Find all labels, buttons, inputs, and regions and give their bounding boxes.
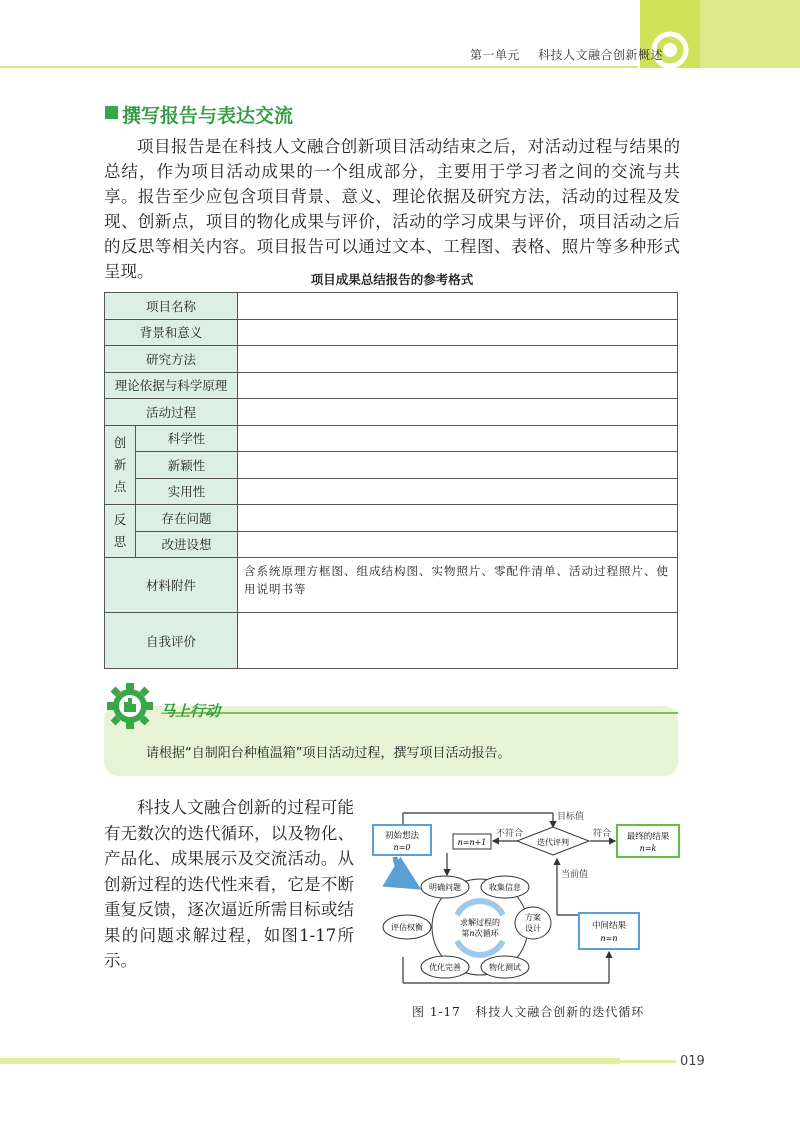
- table-row: [105, 399, 678, 426]
- row-value: [238, 478, 678, 505]
- node-design: [515, 907, 551, 939]
- table-row: [105, 425, 678, 452]
- section-title: 撰写报告与表达交流: [122, 105, 294, 127]
- table-row: [105, 452, 678, 479]
- node-define-problem-label: 明确问题: [429, 883, 461, 892]
- action-text: 请根据“自制阳台种植温箱”项目活动过程，撰写项目活动报告。: [146, 746, 511, 761]
- running-header: [470, 46, 663, 63]
- label-not-match: 不符合: [496, 829, 524, 839]
- table-row: [105, 505, 678, 532]
- row-value: [238, 452, 678, 479]
- header-unit: 第一单元: [470, 48, 521, 62]
- inner-cycle-arrow: [457, 901, 503, 915]
- row-label: 自我评价: [105, 613, 238, 669]
- footer-rule: [0, 1058, 620, 1064]
- table-row: [105, 531, 678, 558]
- table-title: 项目成果总结报告的参考格式: [310, 272, 474, 287]
- inner-cycle-arrow: [457, 941, 503, 955]
- materials-value: 含系统原理方框图、组成结构图、实物照片、零配件清单、活动过程照片、使用说明书等: [238, 558, 678, 613]
- header-color-block-light: [700, 0, 800, 68]
- label-match: 符合: [593, 829, 612, 839]
- action-rule: [168, 712, 678, 714]
- node-design-label-1: 方案: [525, 913, 541, 922]
- node-evaluate-label: 评估权衡: [391, 923, 423, 932]
- final-result-n: n=k: [639, 844, 657, 853]
- table-row: [105, 478, 678, 505]
- row-label: 新颖性: [136, 452, 238, 479]
- node-design-label-2: 设计: [525, 924, 541, 933]
- table-row: [105, 372, 678, 399]
- table-row: [105, 319, 678, 346]
- row-label: 背景和意义: [105, 319, 238, 346]
- start-arrow: [395, 857, 417, 887]
- row-value: [238, 425, 678, 452]
- intermediate-result-n: n=n: [600, 934, 618, 943]
- row-value: [238, 346, 678, 373]
- figure-caption: [412, 1003, 644, 1020]
- initial-idea-n: n=0: [393, 843, 411, 852]
- increment-label: n=n+1: [457, 838, 487, 847]
- action-title: 马上行动: [160, 702, 221, 720]
- report-format-table: [104, 292, 678, 669]
- judge-label: 迭代评判: [537, 838, 569, 847]
- center-text-2: 第n次循环: [461, 929, 499, 938]
- row-label: 改进设想: [136, 531, 238, 558]
- row-value: [238, 319, 678, 346]
- final-result-label: 最终的结果: [626, 832, 670, 842]
- label-target: 目标值: [557, 812, 585, 822]
- row-label: 理论依据与科学原理: [105, 372, 238, 399]
- section-paragraph: 项目报告是在科技人文融合创新项目活动结束之后，对活动过程与结果的总结，作为项目活动成果的一个组成部分，主要用于学习者之间的交流与共享。报告至少应包含项目背景、意义、理论依据及研究方法，活动的过程及发现、创新点，项目的物化成果与评价，活动的学习成果与评价，项目活动之后的反思等相关内容。项目报告可以通过文本、工程图、表格、照片等多种形式呈现。: [104, 137, 680, 281]
- row-label: 项目名称: [105, 293, 238, 320]
- iteration-cycle-diagram: [365, 805, 685, 1000]
- table-row: [105, 613, 678, 669]
- row-value: [238, 293, 678, 320]
- row-label: 科学性: [136, 425, 238, 452]
- row-value: [238, 505, 678, 532]
- row-label: 实用性: [136, 478, 238, 505]
- initial-idea-label: 初始想法: [384, 831, 420, 841]
- row-label: 活动过程: [105, 399, 238, 426]
- reflection-group-label: [105, 505, 136, 558]
- row-value: [238, 531, 678, 558]
- table-row: [105, 293, 678, 320]
- table-row: [105, 346, 678, 373]
- section-marker-icon: [105, 106, 118, 119]
- center-text-1: 求解过程的: [460, 918, 500, 927]
- reflection-group-text: 反思: [113, 512, 127, 549]
- footer-rule-thin: [620, 1060, 676, 1063]
- row-value: [238, 372, 678, 399]
- row-label: 研究方法: [105, 346, 238, 373]
- row-label: 材料附件: [105, 558, 238, 613]
- node-test-label: 物化测试: [489, 963, 521, 972]
- table-row: [105, 558, 678, 613]
- row-label: 存在问题: [136, 505, 238, 532]
- node-optimize-label: 优化完善: [429, 963, 461, 972]
- header-rule: [0, 66, 638, 68]
- caption-number: 图 1-17: [412, 1005, 461, 1019]
- row-value: [238, 399, 678, 426]
- intermediate-result-box: [579, 913, 639, 949]
- innovation-group-label: [105, 425, 136, 505]
- page-number: 019: [680, 1054, 705, 1069]
- side-paragraph: 科技人文融合创新的过程可能有无数次的迭代循环，以及物化、产品化、成果展示及交流活动。从创新过程的迭代性来看，它是不断重复反馈，逐次逼近所需目标或结果的问题求解过程，如图1-17所示。: [104, 798, 354, 970]
- gear-hand-icon: [104, 680, 160, 730]
- intermediate-result-label: 中间结果: [591, 921, 627, 931]
- node-collect-info-label: 收集信息: [489, 883, 521, 892]
- header-title: 科技人文融合创新概述: [538, 48, 664, 62]
- innovation-group-text: 创新点: [113, 434, 127, 494]
- row-value: [238, 613, 678, 669]
- caption-text: 科技人文融合创新的迭代循环: [475, 1005, 645, 1019]
- label-current: 当前值: [561, 870, 589, 880]
